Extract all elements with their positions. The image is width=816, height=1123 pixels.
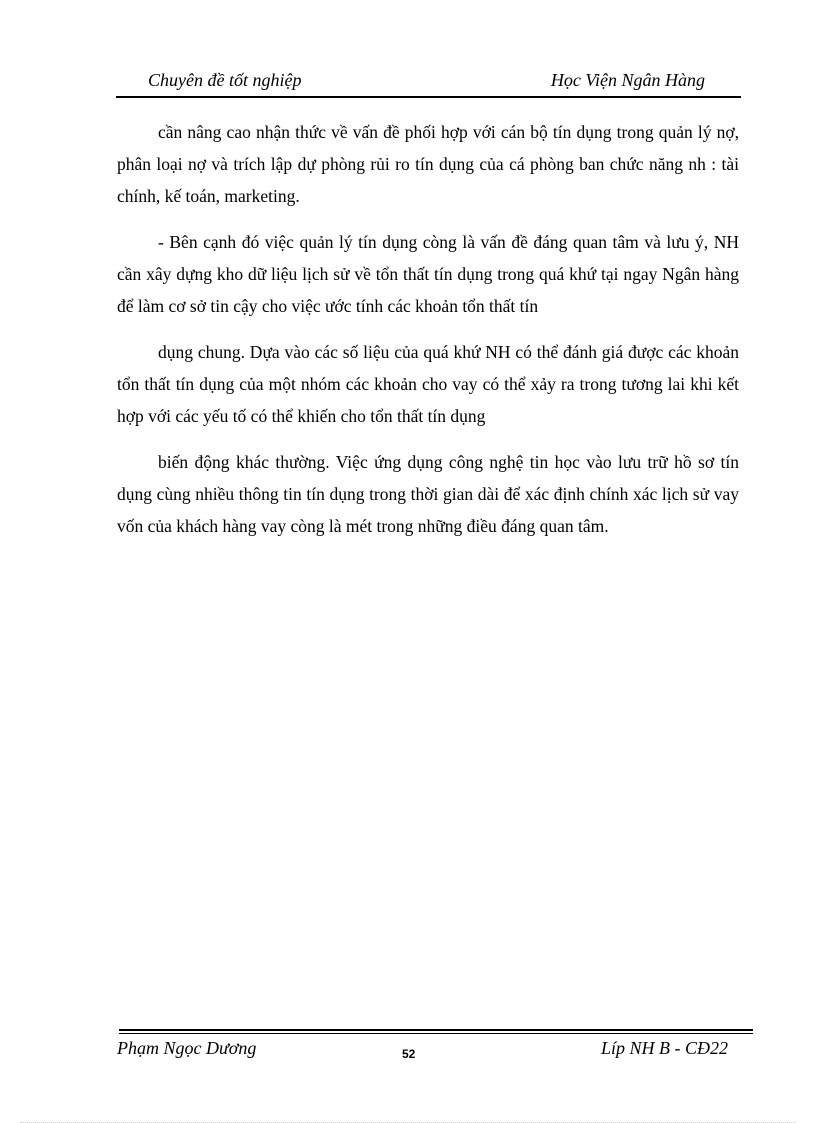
page-header — [116, 70, 741, 96]
header-divider — [116, 96, 741, 98]
footer-divider-thick — [119, 1029, 753, 1031]
footer-class: Líp NH B - CĐ22 — [600, 1038, 728, 1058]
paragraph-1: cần nâng cao nhận thức về vấn đề phối hợp với cán bộ tín dụng trong quản lý nợ, phân loại nợ và trích lập dự phòng rủi ro tín dụng của cá phòng ban chức năng nh : tài chính, kế toán, marketing. — [117, 122, 739, 206]
footer-author: Phạm Ngọc Dương — [117, 1038, 257, 1058]
header-document-type: Chuyên đề tốt nghiệp — [148, 70, 302, 90]
paragraph-2: - Bên cạnh đó việc quản lý tín dụng còng là vấn đề đáng quan tâm và lưu ý, NH cần xây dựng kho dữ liệu lịch sử về tổn thất tín dụng trong quá khứ tại ngay Ngân hàng để làm cơ sở tin cậy cho việc ước tính các khoản tổn thất tín — [117, 232, 739, 316]
page-number: 52 — [402, 1047, 416, 1061]
paragraph-4: biến động khác thường. Việc ứng dụng công nghệ tin học vào lưu trữ hồ sơ tín dụng cùng nhiều thông tin tín dụng trong thời gian dài để xác định chính xác lịch sử vay vốn của khách hàng vay còng là mét trong những điều đáng quan tâm. — [117, 452, 739, 536]
header-institution: Học Viện Ngân Hàng — [550, 70, 705, 90]
paragraph-3: dụng chung. Dựa vào các số liệu của quá khứ NH có thể đánh giá được các khoản tổn thất tín dụng của một nhóm các khoản cho vay có thể xảy ra trong tương lai khi kết hợp với các yếu tố có thể khiến cho tổn thất tín dụng — [117, 342, 739, 426]
footer-divider-thin — [119, 1033, 753, 1034]
